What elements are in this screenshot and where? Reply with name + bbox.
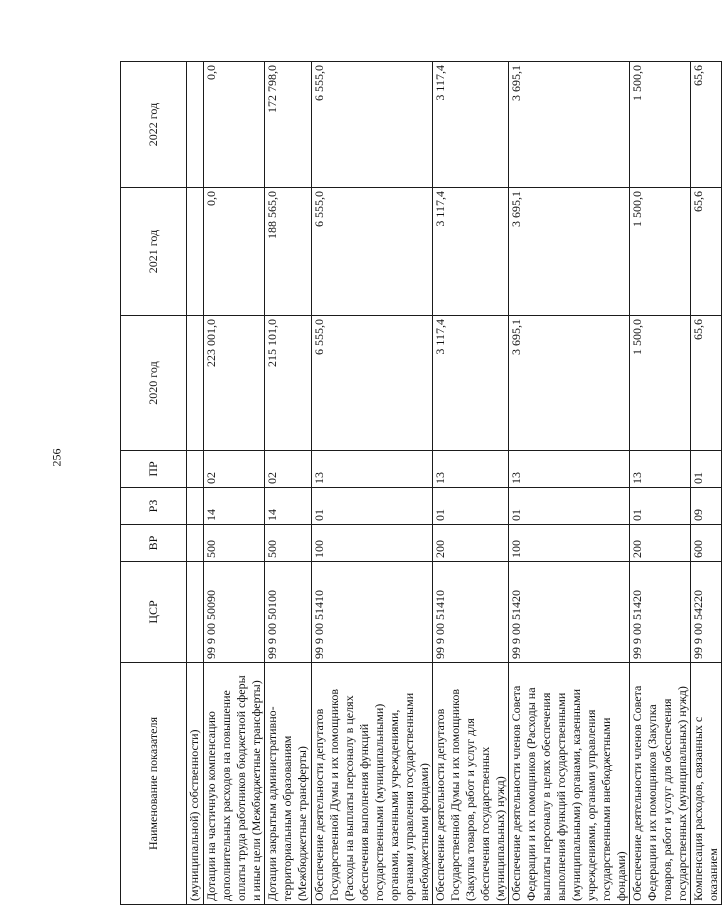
header-vr: ВР	[121, 525, 187, 562]
row-csr: 99 9 00 51410	[312, 562, 433, 663]
row-pr: 13	[312, 451, 433, 488]
header-2021: 2021 год	[121, 188, 187, 316]
row-2020: 215 101,0	[265, 316, 312, 451]
row-2022: 3 117,4	[433, 62, 509, 188]
row-csr: 99 9 00 51420	[630, 562, 691, 663]
row-vr: 600	[691, 525, 722, 562]
row-rz: 01	[433, 488, 509, 525]
row-2021: 3 117,4	[433, 188, 509, 316]
row-name: Компенсация расходов, связанных с оказанием	[691, 663, 722, 905]
table-row	[509, 62, 630, 905]
row-name: Обеспечение деятельности членов Совета Федерации и их помощников (Расходы на выплаты персоналу в целях обеспечения выполнения функций государственными (муниципальными) органами, казенными учреждениями, органами управления государственными внебюджетными фондами)	[509, 663, 630, 905]
row-rz: 01	[630, 488, 691, 525]
row-2021: 0,0	[204, 188, 265, 316]
row-rz: 01	[312, 488, 433, 525]
row-csr: 99 9 00 50100	[265, 562, 312, 663]
table-row	[312, 62, 433, 905]
row-2022: 6 555,0	[312, 62, 433, 188]
header-rz: РЗ	[121, 488, 187, 525]
row-name: Дотации закрытым административно-территориальным образованиям (Межбюджетные трансферты)	[265, 663, 312, 905]
row-rz: 14	[265, 488, 312, 525]
budget-table-container	[120, 62, 720, 905]
table-row	[691, 62, 722, 905]
row-2022: 0,0	[204, 62, 265, 188]
row-2020	[187, 316, 204, 451]
row-vr: 200	[630, 525, 691, 562]
row-csr: 99 9 00 51410	[433, 562, 509, 663]
row-2022: 3 695,1	[509, 62, 630, 188]
page-number: 256	[49, 448, 64, 467]
row-pr: 01	[691, 451, 722, 488]
row-pr: 13	[509, 451, 630, 488]
row-2022: 1 500,0	[630, 62, 691, 188]
row-2020: 3 695,1	[509, 316, 630, 451]
row-2020: 1 500,0	[630, 316, 691, 451]
row-name: (муниципальной) собственности)	[187, 663, 204, 905]
row-vr: 500	[204, 525, 265, 562]
row-vr: 100	[312, 525, 433, 562]
row-vr: 100	[509, 525, 630, 562]
row-rz: 09	[691, 488, 722, 525]
row-pr: 13	[433, 451, 509, 488]
row-pr: 02	[265, 451, 312, 488]
table-row	[204, 62, 265, 905]
header-name: Наименование показателя	[121, 663, 187, 905]
row-csr: 99 9 00 50090	[204, 562, 265, 663]
row-2022: 65,6	[691, 62, 722, 188]
row-name: Обеспечение деятельности депутатов Государственной Думы и их помощников (Расходы на выплаты персоналу в целях обеспечения выполнения функций государственными (муниципальными) органами, казенными учреждениями, органами управления государственными внебюджетными фондами)	[312, 663, 433, 905]
row-csr: 99 9 00 51420	[509, 562, 630, 663]
row-2020: 223 001,0	[204, 316, 265, 451]
row-csr: 99 9 00 54220	[691, 562, 722, 663]
row-2021: 6 555,0	[312, 188, 433, 316]
header-pr: ПР	[121, 451, 187, 488]
row-name: Обеспечение деятельности депутатов Государственной Думы и их помощников (Закупка товаров, работ и услуг для обеспечения государственных (муниципальных) нужд)	[433, 663, 509, 905]
row-rz: 14	[204, 488, 265, 525]
table-row	[187, 62, 204, 905]
row-name: Дотации на частичную компенсацию дополнительных расходов на повышение оплаты труда работников бюджетной сферы и иные цели (Межбюджетные трансферты)	[204, 663, 265, 905]
row-csr	[187, 562, 204, 663]
row-2020: 6 555,0	[312, 316, 433, 451]
row-vr: 200	[433, 525, 509, 562]
row-pr: 02	[204, 451, 265, 488]
row-pr	[187, 451, 204, 488]
table-row	[265, 62, 312, 905]
table-header-row	[121, 62, 187, 905]
budget-table	[120, 61, 722, 905]
header-csr: ЦСР	[121, 562, 187, 663]
row-2020: 65,6	[691, 316, 722, 451]
header-2020: 2020 год	[121, 316, 187, 451]
row-2021: 1 500,0	[630, 188, 691, 316]
row-2021: 65,6	[691, 188, 722, 316]
row-2020: 3 117,4	[433, 316, 509, 451]
row-2021: 3 695,1	[509, 188, 630, 316]
header-2022: 2022 год	[121, 62, 187, 188]
row-rz: 01	[509, 488, 630, 525]
row-2021	[187, 188, 204, 316]
row-name: Обеспечение деятельности членов Совета Федерации и их помощников (Закупка товаров, работ и услуг для обеспечения государственных (муниципальных) нужд)	[630, 663, 691, 905]
row-rz	[187, 488, 204, 525]
row-2021: 188 565,0	[265, 188, 312, 316]
row-vr	[187, 525, 204, 562]
table-row	[630, 62, 691, 905]
row-vr: 500	[265, 525, 312, 562]
row-2022	[187, 62, 204, 188]
row-2022: 172 798,0	[265, 62, 312, 188]
row-pr: 13	[630, 451, 691, 488]
table-row	[433, 62, 509, 905]
